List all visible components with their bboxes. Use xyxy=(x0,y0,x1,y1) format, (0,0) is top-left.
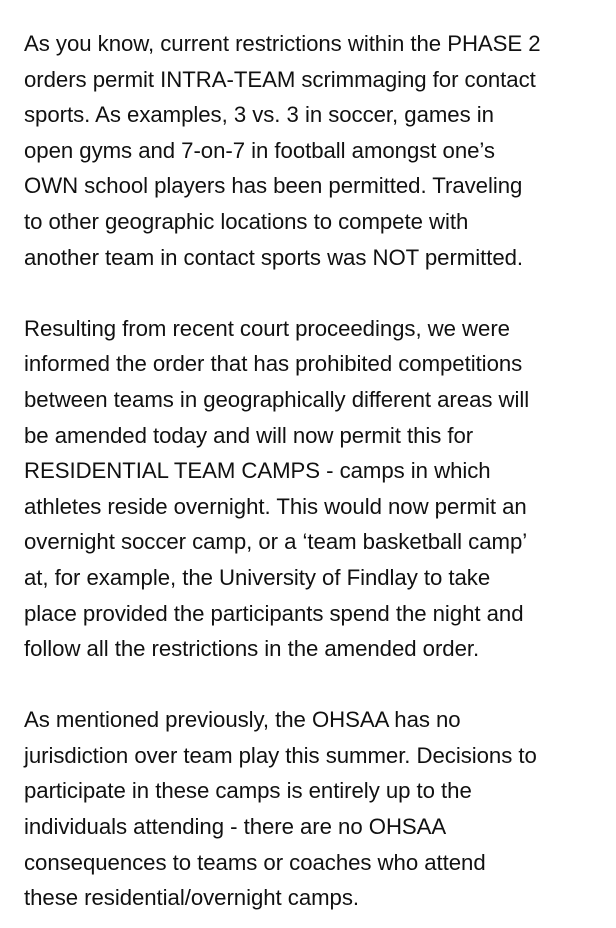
text-line: participate in these camps is entirely up to the xyxy=(24,778,472,804)
paragraph-phase-2-restrictions xyxy=(24,26,604,275)
text-line: be amended today and will now permit this for xyxy=(24,422,474,448)
text-line: As mentioned previously, the OHSAA has no xyxy=(24,707,461,733)
text-line: overnight soccer camp, or a ‘team basketball camp’ xyxy=(24,529,528,555)
text-line: to other geographic locations to compete with xyxy=(24,208,469,234)
text-line: at, for example, the University of Findlay to take xyxy=(24,564,491,590)
text-line: OWN school players has been permitted. Traveling xyxy=(24,173,523,199)
text-line: follow all the restrictions in the amended order. xyxy=(24,636,480,662)
message-body xyxy=(24,26,604,916)
text-line: another team in contact sports was NOT permitted. xyxy=(24,244,524,270)
text-line: jurisdiction over team play this summer. Decisions to xyxy=(24,742,537,768)
paragraph-residential-camps xyxy=(24,311,604,667)
text-line: orders permit INTRA-TEAM scrimmaging for contact xyxy=(24,66,536,92)
text-line: consequences to teams or coaches who attend xyxy=(24,849,486,875)
text-line: between teams in geographically different areas will xyxy=(24,386,530,412)
text-line: individuals attending - there are no OHSAA xyxy=(24,814,447,840)
text-line: athletes reside overnight. This would now permit an xyxy=(24,493,527,519)
text-line: As you know, current restrictions within the PHASE 2 xyxy=(24,31,541,56)
text-line: informed the order that has prohibited competitions xyxy=(24,351,523,377)
text-line: RESIDENTIAL TEAM CAMPS - camps in which xyxy=(24,458,491,484)
text-line: Resulting from recent court proceedings, we were xyxy=(24,315,510,341)
paragraph-ohsaa-jurisdiction xyxy=(24,702,604,916)
text-line: sports. As examples, 3 vs. 3 in soccer, games in xyxy=(24,102,494,128)
text-line: place provided the participants spend the night and xyxy=(24,600,524,626)
text-line: these residential/overnight camps. xyxy=(24,885,359,911)
text-line: open gyms and 7-on-7 in football amongst one’s xyxy=(24,137,495,163)
